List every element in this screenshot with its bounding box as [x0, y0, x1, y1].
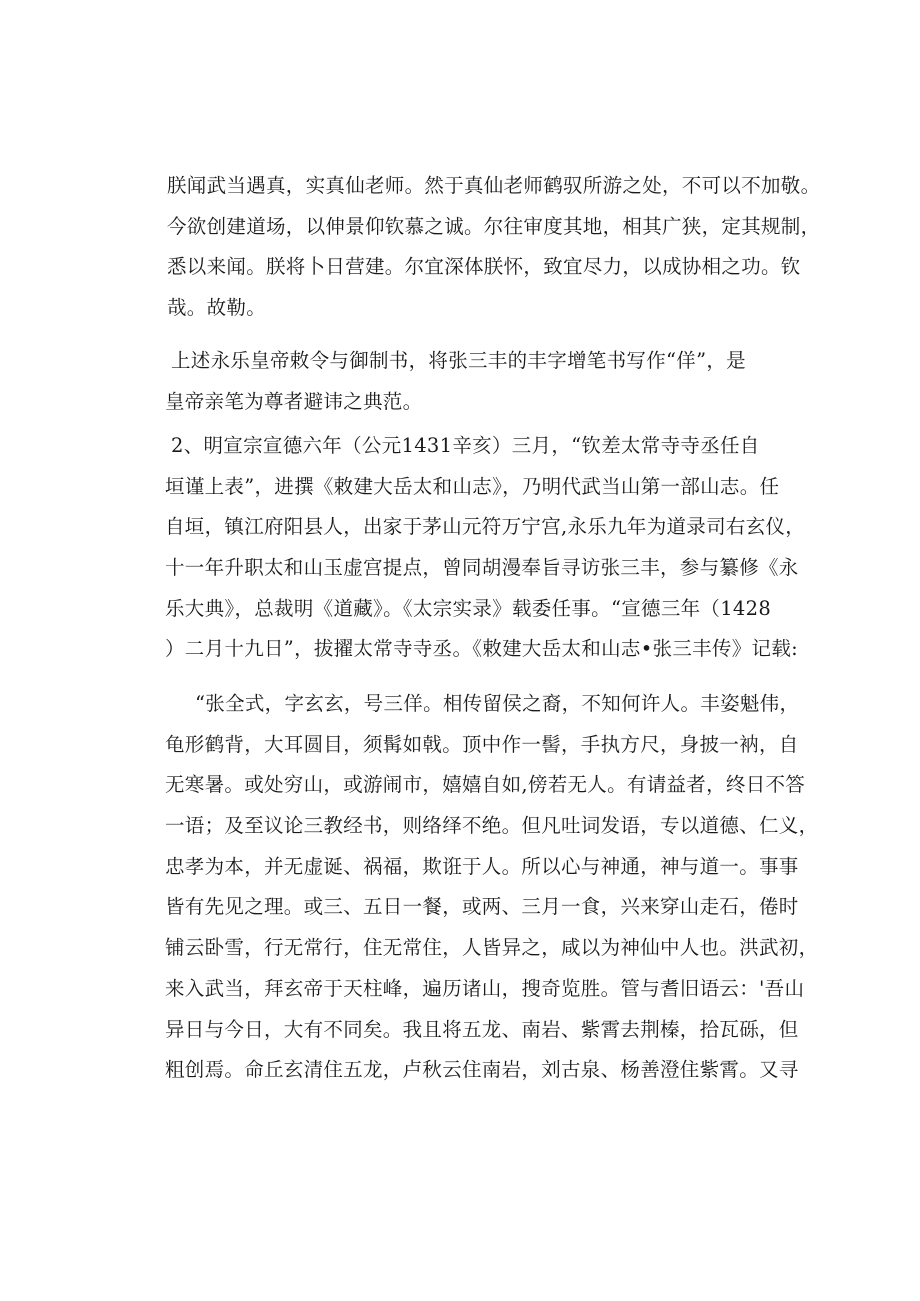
text-line: 悉以来闻。朕将卜日营建。尔宜深体朕怀，致宜尽力，以成协相之功。钦 — [167, 255, 801, 279]
text-line: 皆有先见之理。或三、五日一餐，或两、三月一食，兴来穿山走石，倦时 — [165, 895, 799, 919]
paragraph-biography-quote — [167, 684, 823, 1091]
text-line: 十一年升职太和山玉虚宫提点，曾同胡漫奉旨寻访张三丰，参与纂修《永 — [165, 556, 799, 580]
text-line: 龟形鹤背，大耳圆目，须髯如戟。顶中作一髻，手执方尺，身披一衲，自 — [165, 732, 799, 756]
text-line: ）二月十九日”，拔擢太常寺寺丞。《敕建大岳太和山志•张三丰传》记载: — [165, 637, 798, 661]
text-line: 朕闻武当遇真，实真仙老师。然于真仙老师鹤驭所游之处，不可以不加敬。 — [167, 174, 821, 197]
text-line: 哉。故勒。 — [167, 296, 267, 320]
text-line: 今欲创建道场，以伸景仰钦慕之诚。尔往审度其地，相其广狭，定其规制， — [167, 214, 821, 238]
text-line: 自垣，镇江府阳县人，出家于茅山元符万宁宫,永乐九年为道录司右玄仪， — [165, 515, 806, 539]
text-line: 一语；及至议论三教经书，则络绎不绝。但凡吐词发语，专以道德、仁义， — [165, 814, 819, 838]
paragraph-xuande — [167, 426, 823, 670]
text-line: 垣谨上表”，进撰《敕建大岳太和山志》，乃明代武当山第一部山志。任 — [165, 474, 780, 498]
text-line: 来入武当，拜玄帝于天柱峰，遍历诸山，搜奇览胜。管与耆旧语云：'吾山 — [165, 976, 805, 1000]
text-line: 铺云卧雪，行无常行，住无常住，人皆异之，咸以为神仙中人也。洪武初， — [165, 936, 819, 960]
text-line: 上述永乐皇帝敕令与御制书，将张三丰的丰字增笔书写作“佯”，是 — [171, 349, 746, 372]
paragraph-commentary — [167, 341, 823, 422]
text-line: 粗创焉。命丘玄清住五龙，卢秋云住南岩，刘古泉、杨善澄住紫霄。又寻 — [165, 1058, 799, 1082]
text-line: 皇帝亲笔为尊者避讳之典范。 — [165, 389, 423, 413]
text-line: 2、明宣宗宣德六年（公元1431辛亥）三月，“钦差太常寺寺丞任自 — [171, 434, 760, 457]
text-line: 忠孝为本，并无虚诞、祸福，欺诳于人。所以心与神通，神与道一。事事 — [165, 854, 799, 878]
text-line: 乐大典》，总裁明《道藏》。《太宗实录》载委任事。“宣德三年（1428 — [165, 596, 772, 620]
text-line: “张全式，字玄玄，号三佯。相传留侯之裔，不知何许人。丰姿魁伟， — [195, 692, 800, 715]
text-line: 异日与今日，大有不同矣。我且将五龙、南岩、紫霄去荆榛，拾瓦砾，但 — [165, 1017, 799, 1041]
text-line: 无寒暑。或处穷山，或游闹市，嬉嬉自如,傍若无人。有请益者，终日不答 — [165, 773, 806, 797]
paragraph-decree — [167, 166, 823, 329]
